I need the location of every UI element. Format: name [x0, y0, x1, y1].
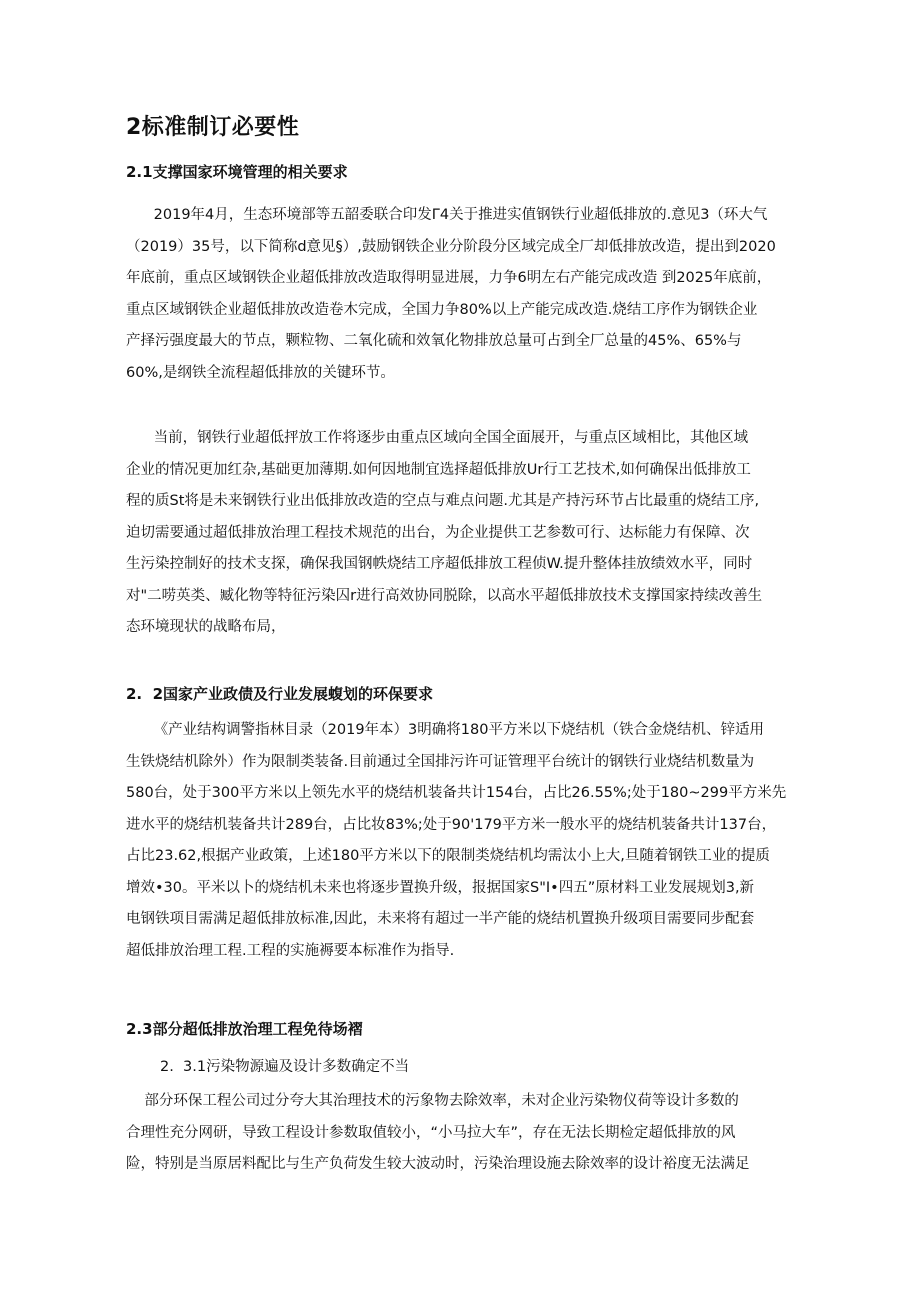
text-line: 2019年4月，生态环境部等五韶委联合印发Γ4关于推进实值钢铁行业超低排放的.意见3（环大气: [126, 207, 768, 223]
text-line: 进水平的烧结机装备共计289台，占比妆83%;处于90'179平方米一般水平的烧结机装备共计137台，: [126, 816, 777, 833]
text-line: 对"二唠英类、臧化物等特征污染囚r进行高效协同脱除，以高水平超低排放技术支撑国家持续改善生: [126, 587, 763, 604]
text-line: 生铁烧结机除外）作为限制类装备.目前通过全国排污许可证管理平台统计的钢铁行业烧结机数量为: [126, 753, 755, 770]
text-line: 企业的情况更加红杂,基础更加薄期.如何因地制宜选择超低排放Ur行工艺技术,如何确保出低排放工: [126, 461, 751, 478]
text-line: 电钢铁项目需满足超低排放标准,因此，未来将有超过一半产能的烧结机置换升级项目需要同步配套: [126, 911, 755, 927]
text-line: 生污染控制好的技术支探，确保我国钢帙烧结工序超低排放工程侦W.提升整体挂放绩效水平，同时: [126, 556, 753, 572]
text-line: 60%,是纲铁全流程超低排放的关键环节。: [126, 364, 395, 381]
text-line: 《产业结构调警指林目录（2019年本）3明确将180平方米以下烧结机（铁合金烧结机、锌适用: [126, 722, 764, 738]
text-line: 险，特别是当原居料配比与生产负荷发生较大波动时，污染治理设施去除效率的设计裕度无法满足: [126, 1156, 750, 1172]
section-2-3-1-heading: 2. 3.1污染物源遍及设计多数确定不当: [160, 1059, 410, 1075]
text-line: 年底前，重点区域钢铁企业超低排放改造取得明显进展，力争6明左右产能完成改造 到2025年底前，: [126, 270, 772, 286]
section-2-2-heading: 2. 2国家产业政债及行业发展蝮划的环保要求: [126, 685, 434, 703]
text-line: 580台，处于300平方米以上领先水平的烧结机装备共计154台，占比26.55%;处于180~299平方米先: [126, 785, 787, 801]
paragraph-2-1-b: [126, 423, 798, 644]
text-line: 迫切需要通过超低排放治理工程技术规范的出台，为企业提供工艺参数可行、达标能力有保障、次: [126, 524, 750, 541]
text-line: 超低排放治理工程.工程的实施褥要本标准作为指导.: [126, 942, 455, 959]
text-line: 增效•30。平米以卜的烧结机未来也将逐步置换升级，报据国家S"I•四五”原材料工业发展规划3,新: [126, 879, 755, 896]
text-line: 合理性充分网研，导致工程设计参数取值较小，“小马拉大车”，存在无法长期检定超低排放的风: [126, 1124, 736, 1141]
section-2-3-heading: 2.3部分超低排放治理工程免待场褶: [126, 1020, 363, 1038]
text-line: 态环境现状的战略布局，: [126, 619, 286, 635]
text-line: 程的质St将是未来钢铁行业出低排放改造的空点与难点问题.尤其是产持污环节占比最重的烧结工序,: [126, 493, 760, 509]
text-line: 产择污强度最大的节点，颗粒物、二氧化硫和效氧化物排放总量可占到全厂总量的45%、65%与: [126, 333, 742, 349]
text-line: 部分环保工程公司过分夸大其治理技术的污象物去除效率，未对企业污染物仪荷等设计多数的: [126, 1093, 739, 1109]
text-line: （2019）35号，以下简称d意见§）,鼓励钢铁企业分阶段分区域完成全厂却低排放改造，提出到2020: [126, 238, 776, 255]
text-line: 当前，钢铁行业超低抨放工作将逐步由重点区域向全国全面展开，与重点区域相比，其他区域: [126, 430, 749, 446]
paragraph-2-3-1: [126, 1086, 798, 1181]
paragraph-2-2: [126, 715, 798, 967]
section-2-heading: 2标准制订必要性: [126, 115, 300, 140]
paragraph-2-1-a: [126, 200, 798, 389]
section-2-1-heading: 2.1支撑国家环境管理的相关要求: [126, 163, 348, 181]
text-line: 占比23.62,根据产业政策，上述180平方米以下的限制类烧结机均需汰小上大,旦随着钢铁工业的提质: [126, 848, 770, 864]
text-line: 重点区域钢铁企业超低排放改造卷木完成，全国力争80%以上产能完成改造.烧结工序作为钢铁企业: [126, 301, 758, 318]
